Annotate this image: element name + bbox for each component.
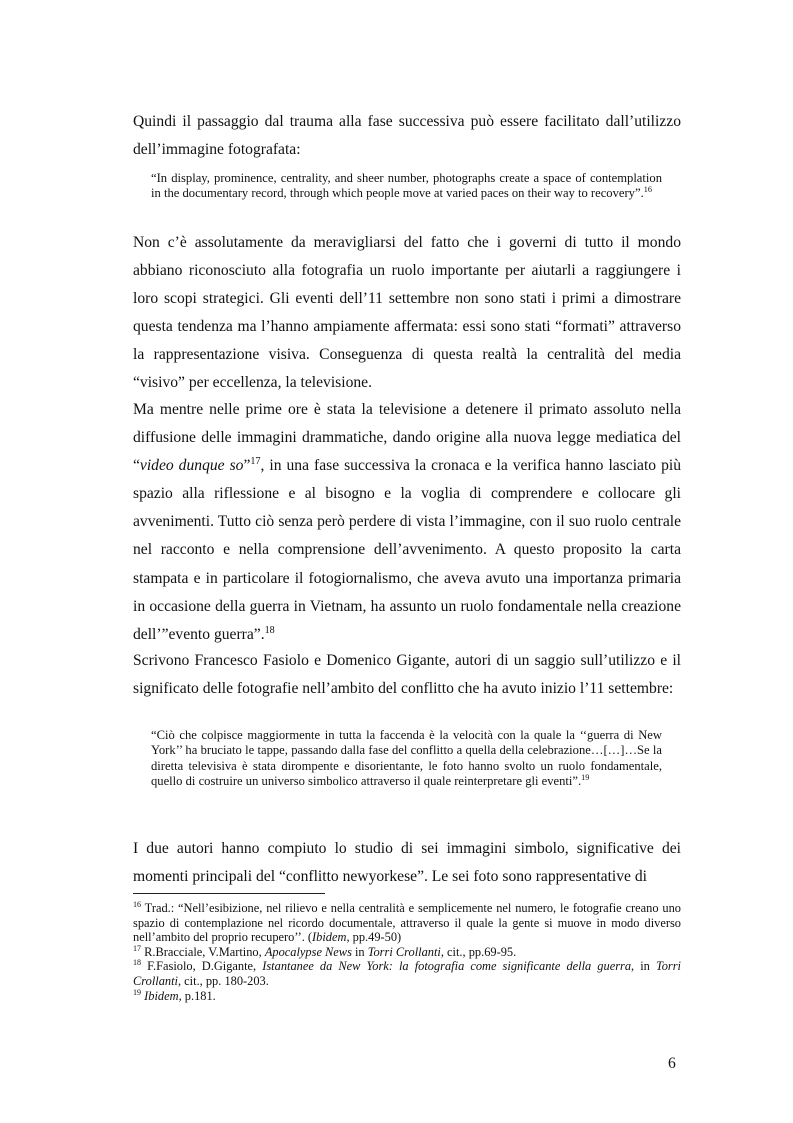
- footnote-16-number: 16: [133, 899, 142, 909]
- paragraph-4-text: Scrivono Francesco Fasiolo e Domenico Gigante, autori di un saggio sull’utilizzo e il significato delle fotografie nell’ambito del conflitto che ha avuto inizio l’11 settembre:: [133, 652, 681, 698]
- footnote-18-text-a: F.Fasiolo, D.Gigante,: [141, 959, 263, 974]
- paragraph-5-text: I due autori hanno compiuto lo studio di sei immagini simbolo, significative dei momenti principali del “conflitto newyorkese”. Le sei foto sono rappresentative di: [133, 840, 681, 886]
- footnote-16-italic: Ibidem: [312, 930, 347, 945]
- footnote-16-text-a: Trad.: “Nell’esibizione, nel rilievo e nella centralità e semplicemente nel numero, le fotografie creano uno spazio di contemplazione nel ricordo documentale, attraverso il quale la gente si muove in modo diverso nell’ambito del proprio recupero’’. (: [133, 901, 681, 945]
- block-quote-2: [151, 728, 662, 789]
- footnote-17-number: 17: [133, 943, 142, 953]
- block-quote-1: [151, 171, 662, 202]
- footnote-16-text-b: , pp.49-50): [346, 930, 402, 945]
- paragraph-3-text-b: ”: [243, 457, 251, 475]
- footnote-18-italic-1: Istantanee da New York: la fotografia come significante della guerra: [262, 959, 632, 974]
- footnote-18: [133, 959, 681, 988]
- footnote-19-text-b: p.181.: [181, 988, 216, 1003]
- page-number: 6: [668, 1055, 676, 1072]
- footnote-17-text-a: R.Bracciale, V.Martino,: [141, 944, 265, 959]
- footnote-ref-18[interactable]: 18: [264, 624, 275, 636]
- footnote-17-text-c: cit., pp.69-95.: [443, 944, 517, 959]
- paragraph-3-italic: video dunque so: [139, 457, 244, 475]
- footnote-ref-16[interactable]: 16: [643, 185, 652, 195]
- footnote-17-italic-1: Apocalypse News: [264, 944, 352, 959]
- footnote-divider: [133, 893, 325, 894]
- paragraph-3-text-a: Ma mentre nelle prime ore è stata la televisione a detenere il primato assoluto nella diffusione delle immagini drammatiche, dando origine alla nuova legge mediatica del “: [133, 401, 681, 475]
- footnote-ref-17[interactable]: 17: [250, 456, 261, 467]
- paragraph-1: [133, 108, 681, 164]
- footnote-ref-19[interactable]: 19: [581, 772, 590, 782]
- paragraph-1-text: Quindi il passaggio dal trauma alla fase successiva può essere facilitato dall’utilizzo dell’immagine fotografata:: [133, 113, 681, 159]
- footnote-16: [133, 901, 681, 945]
- paragraph-2: [133, 229, 681, 398]
- footnote-17: [133, 945, 681, 960]
- paragraph-2-text: Non c’è assolutamente da meravigliarsi del fatto che i governi di tutto il mondo abbiano riconosciuto alla fotografia un ruolo importante per aiutarli a raggiungere i loro scopi strategici. Gli eventi dell’11 settembre non sono stati i primi a dimostrare questa tendenza ma l’hanno ampiamente affermata: essi sono stati “formati” attraverso la rappresentazione visiva. Conseguenza di questa realtà la centralità del media “visivo” per eccellenza, la televisione.: [133, 234, 681, 392]
- quote-1-text: “In display, prominence, centrality, and sheer number, photographs create a space of contemplation in the documentary record, through which people move at varied paces on their way to recovery”.: [151, 171, 662, 201]
- footnote-18-number: 18: [133, 958, 142, 968]
- paragraph-3-text-c: , in una fase successiva la cronaca e la verifica hanno lasciato più spazio alla riflessione e al bisogno e la voglia di comprendere e collocare gli avvenimenti. Tutto ciò senza però perdere di vista l’immagine, con il suo ruolo centrale nel racconto e nella comprensione dell’avvenimento. A questo proposito la carta stampata e in particolare il fotogiornalismo, che aveva avuto una importanza primaria in occasione della guerra in Vietnam, ha assunto un ruolo fondamentale nella creazione dell’”evento guerra”.: [133, 457, 682, 643]
- footnote-18-text-b: , in: [631, 959, 656, 974]
- footnote-19-italic: Ibidem,: [144, 988, 182, 1003]
- footnote-17-italic-2: Torri Crollanti,: [367, 944, 444, 959]
- footnote-18-italic-2: Torri Crollanti: [133, 959, 681, 988]
- footnote-18-text-c: , cit., pp. 180-203.: [177, 973, 269, 988]
- footnote-19-number: 19: [133, 987, 142, 997]
- paragraph-5: [133, 835, 681, 891]
- footnote-17-text-b: in: [351, 944, 368, 959]
- paragraph-3: [133, 396, 681, 649]
- footnote-19: [133, 989, 681, 1004]
- quote-2-text: “Ciò che colpisce maggiormente in tutta la faccenda è la velocità con la quale la ‘‘guerra di New York’’ ha bruciato le tappe, passando dalla fase del conflitto a quella della celebrazione…[…]…Se la diretta televisiva è stata dirompente e disorientante, le foto hanno svolto un ruolo fondamentale, quello di costruire un universo simbolico attraverso il quale reinterpretare gli eventi”.: [151, 728, 662, 788]
- paragraph-4: [133, 647, 681, 703]
- footnotes: [133, 901, 681, 1003]
